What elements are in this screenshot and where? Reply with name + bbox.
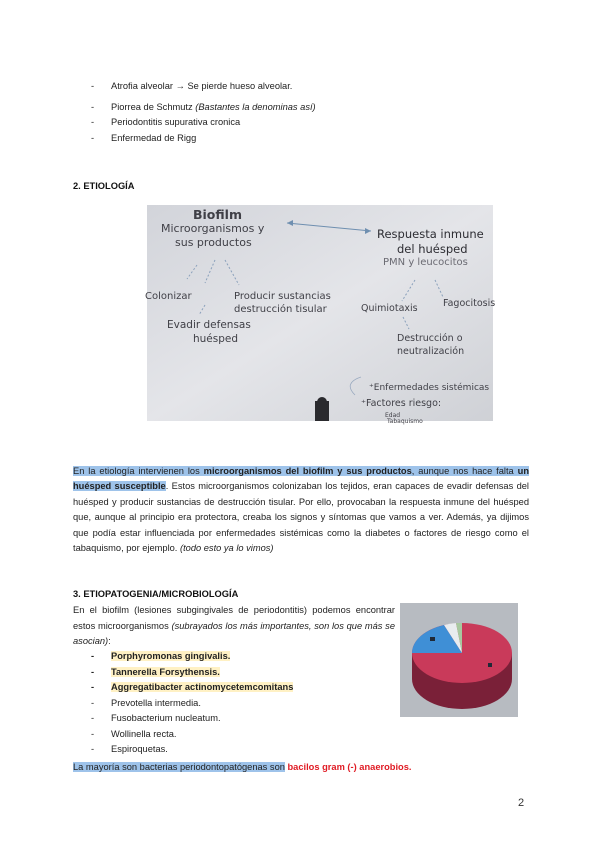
slide-text: Edad <box>385 412 401 419</box>
list-item: - Aggregatibacter actinomycetemcomitans <box>91 680 411 696</box>
microbiology-conclusion: La mayoría son bacterias periodontopatógenas son bacilos gram (-) anaerobios. <box>73 762 412 772</box>
slide-text: Colonizar <box>145 291 192 302</box>
slide-text: Quimiotaxis <box>361 303 418 314</box>
list-item: - Atrofia alveolar → Se pierde hueso alveolar. <box>91 79 511 95</box>
list-item: - Wollinella recta. <box>91 727 411 743</box>
page-number: 2 <box>518 797 525 809</box>
microbiology-intro: En el biofilm (lesiones subgingivales de periodontitis) podemos encontrar estos microorganismos (subrayados los más importantes, son los que más se asocian): <box>73 605 395 646</box>
list-item: - Fusobacterium nucleatum. <box>91 711 411 727</box>
slide-text: Respuesta inmune <box>377 227 484 241</box>
slide-text: del huésped <box>397 242 468 256</box>
slide-text: PMN y leucocitos <box>383 257 468 268</box>
slide-text: Destrucción o <box>397 333 463 344</box>
section-heading-etiopatogenia: 3. ETIOPATOGENIA/MICROBIOLOGÍA <box>73 589 239 599</box>
list-item: - Prevotella intermedia. <box>91 696 411 712</box>
slide-text: Tabaquismo <box>387 418 423 425</box>
list-item: - Porphyromonas gingivalis. <box>91 649 411 665</box>
slide-text: destrucción tisular <box>234 304 327 315</box>
list-item: - Piorrea de Schmutz (Bastantes la denominas así) <box>91 100 511 116</box>
slide-text: Microorganismos y <box>161 222 265 235</box>
slide-text: Evadir defensas <box>167 319 251 331</box>
slide-text: sus productos <box>175 236 252 249</box>
slide-text: ⁺Factores riesgo: <box>361 398 442 409</box>
slide-text: Producir sustancias <box>234 291 331 302</box>
list-item: - Periodontitis supurativa cronica <box>91 115 511 131</box>
section-heading-etiologia: 2. ETIOLOGÍA <box>73 181 135 191</box>
slide-text: Fagocitosis <box>443 298 496 309</box>
etiology-slide-photo <box>145 205 496 425</box>
list-item: - Enfermedad de Rigg <box>91 131 511 147</box>
slide-text: ⁺Enfermedades sistémicas <box>369 383 490 393</box>
slide-text: neutralización <box>397 346 465 357</box>
slide-biofilm-title: Biofilm <box>193 207 242 222</box>
top-list <box>91 79 511 146</box>
slide-text: huésped <box>193 333 239 345</box>
list-item: - Espiroquetas. <box>91 742 411 758</box>
pie-chart-graphic <box>400 603 518 717</box>
etiology-paragraph: En la etiología intervienen los microorganismos del biofilm y sus productos, aunque nos hace falta un huésped susceptible. Estos microorganismos colonizaban los tejidos, eran capaces de evadir defensas del huésped y producir sustancias de destrucción tisular. Por ello, provocaban la respuesta inmune del huésped que, aunque al principio era protectora, creaba los signos y síntomas que vamos a ver. Además, ya dijimos que podía estar influenciada por enfermedades sistémicas como la diabetes o factores de riesgo como el tabaquismo, por ejemplo. (todo esto ya lo vimos) <box>73 466 530 554</box>
list-item: - Tannerella Forsythensis. <box>91 665 411 681</box>
pie-chart-photo <box>400 603 518 717</box>
microorganism-list <box>91 649 411 758</box>
